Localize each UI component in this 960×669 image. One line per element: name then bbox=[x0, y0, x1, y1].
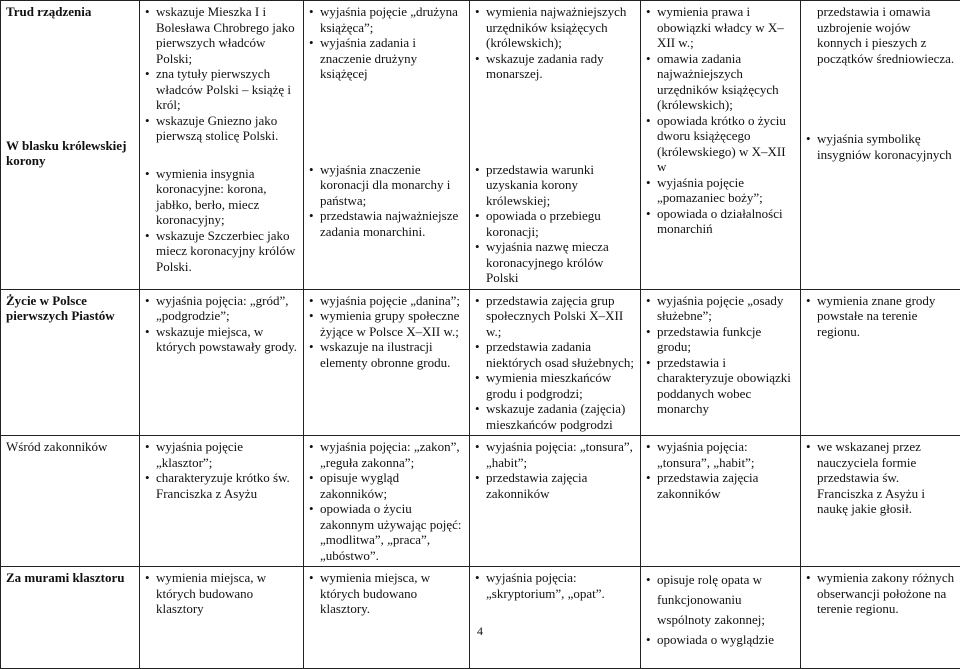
topic-title: W blasku królewskiej korony bbox=[6, 138, 134, 169]
list-item: • opowiada o przebiegu koronacji; bbox=[475, 208, 635, 239]
list-item: • opisuje wygląd zakonników; bbox=[309, 470, 464, 501]
list-item: • we wskazanej przez nauczyciela formie przedstawia św. Franciszka z Asyżu i naukę jakie głosił. bbox=[806, 439, 955, 517]
table-row bbox=[1, 1, 960, 290]
requirements-cell bbox=[470, 436, 641, 567]
list-item: • zna tytuły pierwszych władców Polski – książę i król; bbox=[145, 66, 298, 113]
requirements-cell bbox=[801, 1, 960, 290]
list-item: • wymienia grupy społeczne żyjące w Polsce X–XII w.; bbox=[309, 308, 464, 339]
list-item: • wyjaśnia pojęcia: „skryptorium”, „opat”. bbox=[475, 570, 635, 601]
topic-title: Trud rządzenia bbox=[6, 4, 134, 20]
requirements-cell bbox=[140, 436, 304, 567]
list-item: • przedstawia zadania niektórych osad służebnych; bbox=[475, 339, 635, 370]
topic-cell bbox=[1, 1, 140, 290]
list-item: • wymienia miejsca, w których budowano klasztory bbox=[145, 570, 298, 617]
requirements-cell bbox=[140, 567, 304, 669]
topic-cell bbox=[1, 567, 140, 669]
list-item: • wyjaśnia pojęcie „danina”; bbox=[309, 293, 464, 309]
list-item: • przedstawia zajęcia zakonników bbox=[646, 470, 795, 501]
list-item: • wymienia mieszkańców grodu i podgrodzi; bbox=[475, 370, 635, 401]
list-item: • wyjaśnia pojęcia: „gród”, „podgrodzie”; bbox=[145, 293, 298, 324]
list-item: • wskazuje miejsca, w których powstawały grody. bbox=[145, 324, 298, 355]
list-item: • przedstawia i charakteryzuje obowiązki poddanych wobec monarchy bbox=[646, 355, 795, 417]
list-item: • opowiada o działalności monarchiń bbox=[646, 206, 795, 237]
requirements-cell bbox=[801, 567, 960, 669]
requirements-cell bbox=[304, 436, 470, 567]
list-item: • wyjaśnia pojęcia: „tonsura”, „habit”; bbox=[475, 439, 635, 470]
list-item: • wskazuje zadania rady monarszej. bbox=[475, 51, 635, 82]
list-item: • wymienia zakony różnych obserwancji położone na terenie regionu. bbox=[806, 570, 955, 617]
list-item: • wskazuje Szczerbiec jako miecz koronacyjny królów Polski. bbox=[145, 228, 298, 275]
requirements-cell bbox=[140, 289, 304, 436]
list-item: • wyjaśnia znaczenie koronacji dla monarchy i państwa; bbox=[309, 162, 464, 209]
list-item: • opowiada o życiu zakonnym używając pojęć: „modlitwa”, „praca”, „ubóstwo”. bbox=[309, 501, 464, 563]
table-row bbox=[1, 567, 960, 669]
topic-cell bbox=[1, 436, 140, 567]
list-item: • wyjaśnia pojęcie „klasztor”; bbox=[145, 439, 298, 470]
list-item: • wyjaśnia pojęcie „drużyna książęca”; bbox=[309, 4, 464, 35]
list-item: • wskazuje na ilustracji elementy obronne grodu. bbox=[309, 339, 464, 370]
list-item: • wyjaśnia pojęcia: „tonsura”, „habit”; bbox=[646, 439, 795, 470]
list-item: • przedstawia zajęcia grup społecznych Polski X–XII w.; bbox=[475, 293, 635, 340]
list-item: • wyjaśnia symbolikę insygniów koronacyjnych bbox=[806, 131, 955, 162]
requirements-cell bbox=[304, 289, 470, 436]
topic-cell bbox=[1, 289, 140, 436]
table-row bbox=[1, 289, 960, 436]
list-item: • wyjaśnia pojęcie „pomazaniec boży”; bbox=[646, 175, 795, 206]
topic-title: Życie w Polsce pierwszych Piastów bbox=[6, 293, 134, 324]
list-item: • wymienia miejsca, w których budowano klasztory. bbox=[309, 570, 464, 617]
list-item: • wyjaśnia nazwę miecza koronacyjnego królów Polski bbox=[475, 239, 635, 286]
requirements-cell bbox=[304, 567, 470, 669]
list-item: • charakteryzuje krótko św. Franciszka z Asyżu bbox=[145, 470, 298, 501]
requirements-cell bbox=[641, 289, 801, 436]
list-item: przedstawia i omawia uzbrojenie wojów konnych i pieszych z początków średniowiecza. bbox=[806, 4, 955, 66]
requirements-cell bbox=[641, 1, 801, 290]
requirements-cell bbox=[304, 1, 470, 290]
list-item: • przedstawia funkcje grodu; bbox=[646, 324, 795, 355]
requirements-cell bbox=[641, 567, 801, 669]
topic-title: Za murami klasztoru bbox=[6, 570, 134, 586]
list-item: • przedstawia zajęcia zakonników bbox=[475, 470, 635, 501]
list-item: • wskazuje Mieszka I i Bolesława Chrobrego jako pierwszych władców Polski; bbox=[145, 4, 298, 66]
list-item: • wyjaśnia pojęcia: „zakon”, „reguła zakonna”; bbox=[309, 439, 464, 470]
list-item: • przedstawia warunki uzyskania korony królewskiej; bbox=[475, 162, 635, 209]
requirements-cell bbox=[470, 289, 641, 436]
topic-title: Wśród zakonników bbox=[6, 439, 134, 455]
list-item: • wskazuje Gniezno jako pierwszą stolicę Polski. bbox=[145, 113, 298, 144]
list-item: • wymienia prawa i obowiązki władcy w X–XII w.; bbox=[646, 4, 795, 51]
requirements-cell bbox=[470, 567, 641, 669]
table-row bbox=[1, 436, 960, 567]
list-item: • wyjaśnia pojęcie „osady służebne”; bbox=[646, 293, 795, 324]
list-item: • wymienia najważniejszych urzędników książęcych (królewskich); bbox=[475, 4, 635, 51]
requirements-cell bbox=[641, 436, 801, 567]
page-number: 4 bbox=[0, 624, 960, 639]
list-item: • opisuje rolę opata w funkcjonowaniu wspólnoty zakonnej; bbox=[646, 570, 795, 630]
list-item: • omawia zadania najważniejszych urzędników książęcych (królewskich); bbox=[646, 51, 795, 113]
requirements-cell bbox=[140, 1, 304, 290]
list-item: • wymienia znane grody powstałe na terenie regionu. bbox=[806, 293, 955, 340]
requirements-cell bbox=[801, 436, 960, 567]
list-item: • przedstawia najważniejsze zadania monarchini. bbox=[309, 208, 464, 239]
list-item: • opowiada krótko o życiu dworu książęcego (królewskiego) w X–XII w bbox=[646, 113, 795, 175]
list-item: • wskazuje zadania (zajęcia) mieszkańców podgrodzi bbox=[475, 401, 635, 432]
list-item: • wymienia insygnia koronacyjne: korona, jabłko, berło, miecz koronacyjny; bbox=[145, 166, 298, 228]
requirements-cell bbox=[801, 289, 960, 436]
requirements-cell bbox=[470, 1, 641, 290]
list-item: • opowiada o wyglądzie bbox=[646, 630, 795, 650]
list-item: • wyjaśnia zadania i znaczenie drużyny książęcej bbox=[309, 35, 464, 82]
